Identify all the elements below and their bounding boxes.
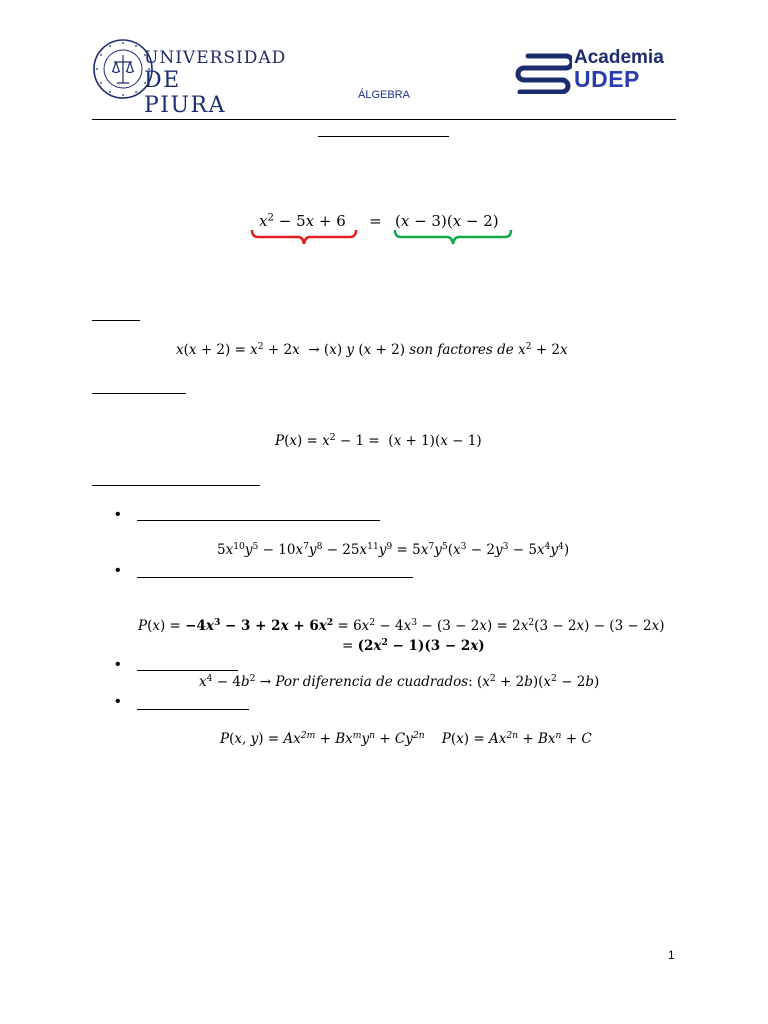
- bullet-2-equation-line2: = $(2x^2 - 1)(3 - 2x)$: [342, 636, 485, 654]
- university-name-line2: DE PIURA: [144, 68, 226, 118]
- bullet-4-equation: P(x, $y) = Ax^{2m} + Bx^my^n + Cy^{2n}$ $P(x) = Ax^{2n} + Bx^n + C$: [220, 729, 592, 747]
- bullet-2-equation-line1: $P(x) = -4x^3 - 3 + 2x + 6x^2 = 6x^2 - 4x^3 - (3 - 2x) = 2x^2(3 - 2x) - (3 - 2x)$: [138, 616, 665, 634]
- polynomial-equation: $P(x) = x^2 - 1 = (x + 1)(x - 1)$: [275, 431, 482, 449]
- section-heading-underline: [92, 320, 140, 321]
- main-equation-left: $x^2 - 5x + 6$: [259, 212, 346, 230]
- academia-label: Academia: [574, 47, 664, 68]
- bullet-heading-underline: [137, 520, 380, 521]
- section-heading-underline: [92, 485, 260, 486]
- bullet-icon: •: [115, 693, 121, 710]
- academia-udep-logo: [514, 48, 674, 94]
- header-divider: [92, 119, 676, 120]
- bullet-3-equation: $x^4 - 4b^2$ → Por diferencia de cuadrados: $(x^2 + 2b)(x^2 - 2b)$: [199, 672, 600, 690]
- left-brace: [250, 228, 358, 248]
- bullet-icon: •: [115, 656, 121, 673]
- udep-label: UDEP: [574, 66, 640, 92]
- books-icon: [514, 50, 572, 94]
- factor-equation: $x(x + 2) = x^2 + 2x \to (x)$ y (x + 2) son factores de $x^2 + 2x$: [176, 340, 568, 358]
- main-equation-equals: =: [369, 212, 382, 230]
- university-name-line1: UNIVERSIDAD: [144, 48, 287, 68]
- bullet-icon: •: [115, 562, 121, 579]
- bullet-heading-underline: [137, 709, 249, 710]
- main-equation-right: (x − 3)(x − 2): [395, 212, 499, 230]
- section-heading-underline: [92, 393, 186, 394]
- bullet-heading-underline: [137, 670, 238, 671]
- title-underline: [318, 136, 449, 137]
- right-brace: [393, 228, 513, 248]
- bullet-heading-underline: [137, 577, 413, 578]
- page-number: 1: [668, 948, 675, 962]
- bullet-icon: •: [115, 506, 121, 523]
- subject-title: ÁLGEBRA: [358, 89, 410, 101]
- bullet-1-equation: $5x^{10}y^5 - 10x^7y^8 - 25x^{11}y^9 = 5x^7y^5(x^3 - 2y^3 - 5x^4y^4)$: [217, 540, 570, 558]
- university-logo: [92, 38, 287, 118]
